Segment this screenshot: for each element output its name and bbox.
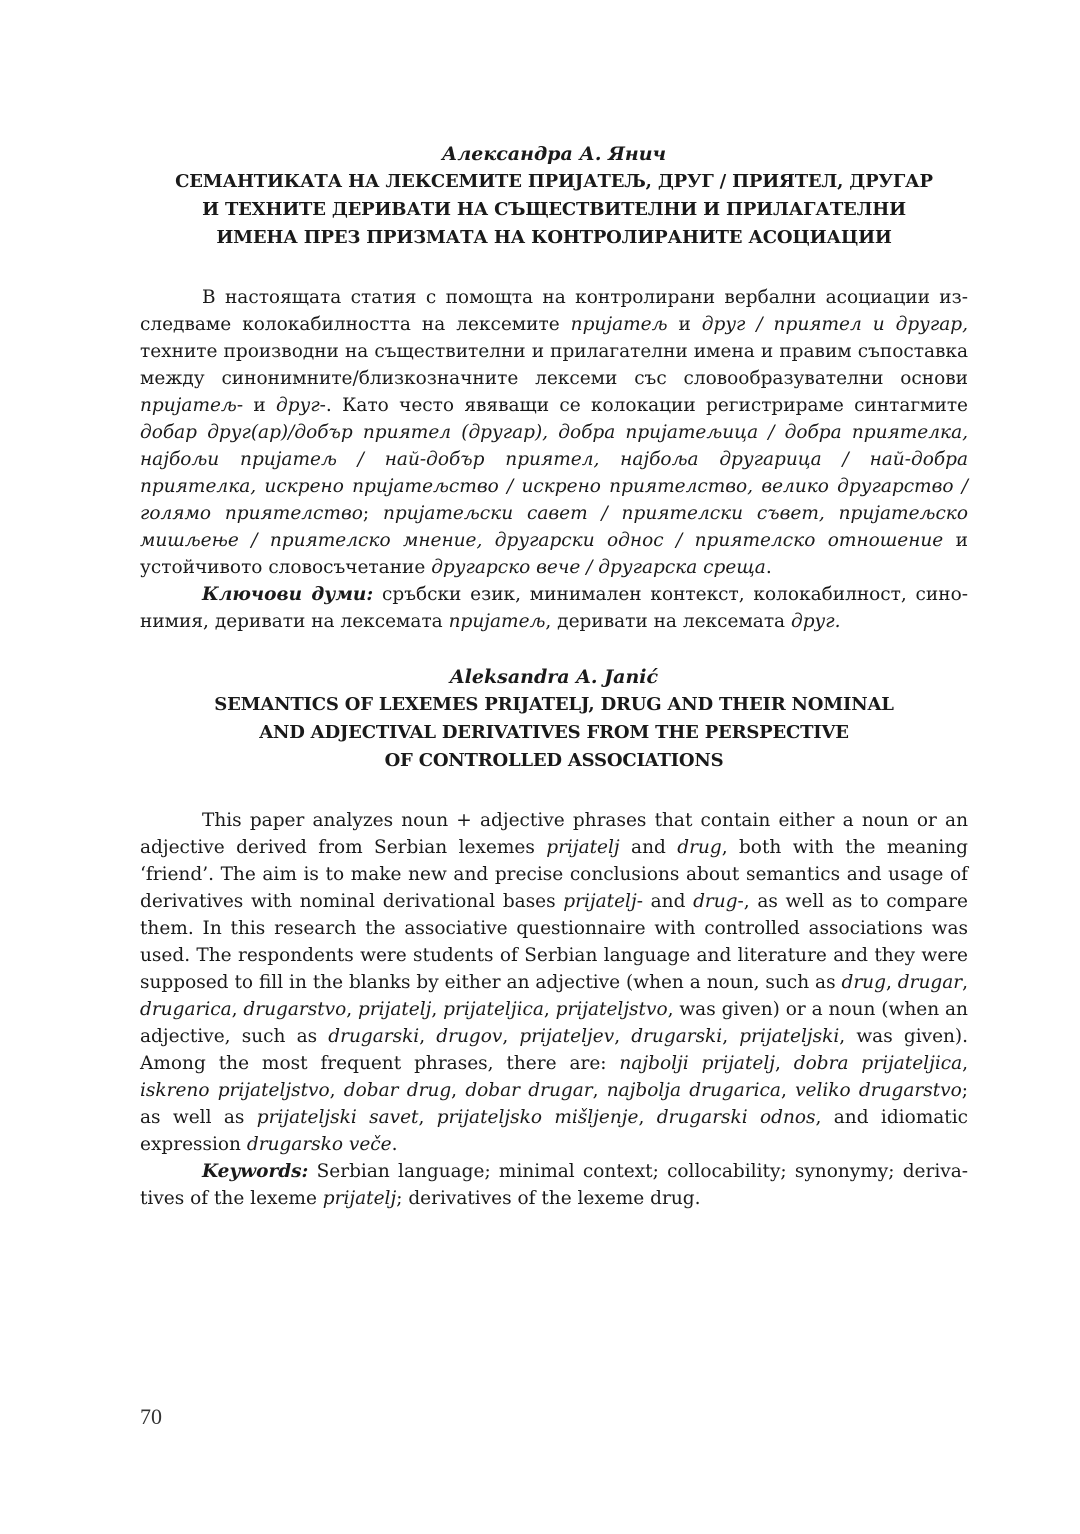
- text-run: ,: [231, 999, 244, 1020]
- page-number: 70: [140, 1404, 162, 1429]
- italic-term: iskreno prijateljstvo: [140, 1080, 330, 1101]
- italic-term: prijatelj: [563, 891, 637, 912]
- italic-term: veliko drugarstvo: [795, 1080, 962, 1101]
- italic-term: dobra prijateljica: [793, 1053, 963, 1074]
- abstract-text-en: [140, 807, 968, 1158]
- text-run: ,: [543, 999, 556, 1020]
- italic-term: другарско вече / другарска среща: [431, 557, 766, 578]
- text-run: ,: [418, 1107, 437, 1128]
- text-run: -, as well as to compare them. In this research the associative questionnaire with controlled associations was used. The respondents were students of Serbian language and literature and they were supposed to fill in the blanks by either an adjective (when a noun, such as: [140, 891, 968, 993]
- abstract-text-bg: [140, 284, 968, 581]
- italic-term: drugarski odnos: [656, 1107, 816, 1128]
- italic-term: пријатељ: [140, 395, 237, 416]
- author-name-en: Aleksandra A. Janić: [449, 666, 659, 688]
- italic-term: najbolja drugarica: [606, 1080, 781, 1101]
- text-run: ,: [722, 1026, 740, 1047]
- text-run: -. Като често явяващи се колокации регистрираме синтагмите: [319, 395, 968, 416]
- italic-term: dobar drugar: [465, 1080, 593, 1101]
- italic-term: prijateljski: [739, 1026, 840, 1047]
- italic-term: друг.: [790, 611, 841, 632]
- text-run: ,: [431, 999, 444, 1020]
- abstract-bg: [140, 284, 968, 635]
- text-run: .: [765, 557, 772, 578]
- italic-term: prijatelj: [322, 1188, 397, 1209]
- italic-term: drug: [677, 837, 722, 858]
- title-line: AND ADJECTIVAL DERIVATIVES FROM THE PERSPECTIVE: [259, 722, 849, 743]
- text-run: - and: [636, 891, 694, 912]
- text-run: ; derivatives of the lexeme drug.: [396, 1188, 701, 1209]
- italic-term: dobar drug: [343, 1080, 452, 1101]
- italic-term: drugar: [897, 972, 963, 993]
- italic-term: drugarsko veče: [246, 1134, 392, 1155]
- text-run: ,: [962, 972, 968, 993]
- title-line: ИМЕНА ПРЕЗ ПРИЗМАТА НА КОНТРОЛИРАНИТЕ АСОЦИАЦИИ: [216, 227, 892, 248]
- text-run: , and idiomatic expression: [140, 1107, 969, 1155]
- title-line: OF CONTROLLED ASSOCIATIONS: [384, 750, 724, 771]
- italic-term: prijateljski savet: [256, 1107, 419, 1128]
- text-run: ,: [780, 1080, 796, 1101]
- text-run: и устойчивото словосъчетание: [140, 530, 968, 578]
- italic-term: drug: [841, 972, 886, 993]
- italic-term: drugarski: [631, 1026, 723, 1047]
- text-run: В настоящата статия с помощта на контролирани вербални асоциации изследваме колокабилността на лексемите: [140, 287, 968, 335]
- text-run: and: [619, 837, 678, 858]
- italic-term: prijateljev: [519, 1026, 615, 1047]
- italic-term: prijateljica: [443, 999, 544, 1020]
- italic-term: добар друг(ар)/добър приятел (другар), добра пријатељица / добра приятелка, најбољи пријатељ / най-добър приятел, најбоља другарица / най-добра приятелка, искрено пријатељство / искрено приятелство, велико другарство / голямо приятелство: [140, 422, 968, 524]
- keywords-label: Keywords:: [202, 1161, 309, 1182]
- italic-term: drugarski: [328, 1026, 420, 1047]
- text-run: ;: [362, 503, 383, 524]
- italic-term: prijateljsko mišljenje: [436, 1107, 639, 1128]
- paper-title-bg: [140, 168, 968, 252]
- paper-title-en: [140, 691, 968, 775]
- italic-term: пријатељ: [448, 611, 546, 632]
- text-run: , both with the meaning ‘friend’. The aim is to make new and precise conclusions about semantics and usage of derivatives with nominal derivational bases: [140, 837, 968, 912]
- title-line: СЕМАНТИКАТА НА ЛЕКСЕМИТЕ ПРИЈАТЕЉ, ДРУГ / ПРИЯТЕЛ, ДРУГАР: [175, 171, 933, 192]
- keywords-label: Ключови думи:: [202, 584, 374, 605]
- text-run: .: [391, 1134, 398, 1155]
- bulgarian-summary: [140, 130, 968, 635]
- italic-term: друг: [276, 395, 320, 416]
- article-page: [140, 130, 968, 1212]
- text-run: ,: [346, 999, 358, 1020]
- italic-term: prijatelj: [358, 999, 432, 1020]
- text-run: и: [667, 314, 702, 335]
- text-run: , was given) or a noun (when an adjective, such as: [140, 999, 968, 1047]
- text-run: сръбски език, минимален контекст, колокабилност, синонимия, деривати на лексемата: [140, 584, 968, 632]
- italic-term: prijatelj: [546, 837, 620, 858]
- keywords-bg: [140, 581, 968, 635]
- italic-term: пријатељски савет / приятелски съвет, пријатељско мишљење / приятелско мнение, другарски однос / приятелско отношение: [140, 503, 968, 551]
- italic-term: najbolji prijatelj: [619, 1053, 775, 1074]
- text-run: Serbian language; minimal context; collocability; synonymy; derivatives of the lexeme: [140, 1161, 968, 1209]
- author-name-bg: Александра А. Янич: [441, 143, 667, 165]
- text-run: ,: [614, 1026, 632, 1047]
- text-run: This paper analyzes noun + adjective phrases that contain either a noun or an adjective derived from Serbian lexemes: [140, 810, 968, 858]
- title-line: И ТЕХНИТЕ ДЕРИВАТИ НА СЪЩЕСТВИТЕЛНИ И ПРИЛАГАТЕЛНИ: [202, 199, 906, 220]
- text-run: ,: [638, 1107, 657, 1128]
- italic-term: друг / приятел и другар,: [701, 314, 968, 335]
- italic-term: пријатељ: [570, 314, 668, 335]
- italic-term: drug: [693, 891, 738, 912]
- text-run: ,: [419, 1026, 437, 1047]
- italic-term: prijateljstvo: [555, 999, 668, 1020]
- text-run: ,: [962, 1053, 969, 1074]
- text-run: - и: [236, 395, 277, 416]
- text-run: ,: [502, 1026, 520, 1047]
- text-run: ,: [329, 1080, 344, 1101]
- italic-term: drugarstvo: [243, 999, 347, 1020]
- text-run: ,: [592, 1080, 607, 1101]
- italic-term: drugov: [436, 1026, 503, 1047]
- text-run: , деривати на лексемата: [545, 611, 791, 632]
- italic-term: drugarica: [140, 999, 232, 1020]
- english-summary: [140, 663, 968, 1212]
- keywords-en: [140, 1158, 968, 1212]
- text-run: ; as well as: [140, 1080, 968, 1128]
- title-line: SEMANTICS OF LEXEMES PRIJATELJ, DRUG AND THEIR NOMINAL: [214, 694, 894, 715]
- abstract-en: [140, 807, 968, 1212]
- text-run: техните производни на съществителни и прилагателни имена и правим съпоставка между синонимните/близкозначните лексеми със словообразувателни основи: [140, 341, 968, 389]
- text-run: , was given). Among the most frequent phrases, there are:: [140, 1026, 969, 1074]
- text-run: ,: [451, 1080, 466, 1101]
- text-run: ,: [774, 1053, 794, 1074]
- text-run: ,: [885, 972, 898, 993]
